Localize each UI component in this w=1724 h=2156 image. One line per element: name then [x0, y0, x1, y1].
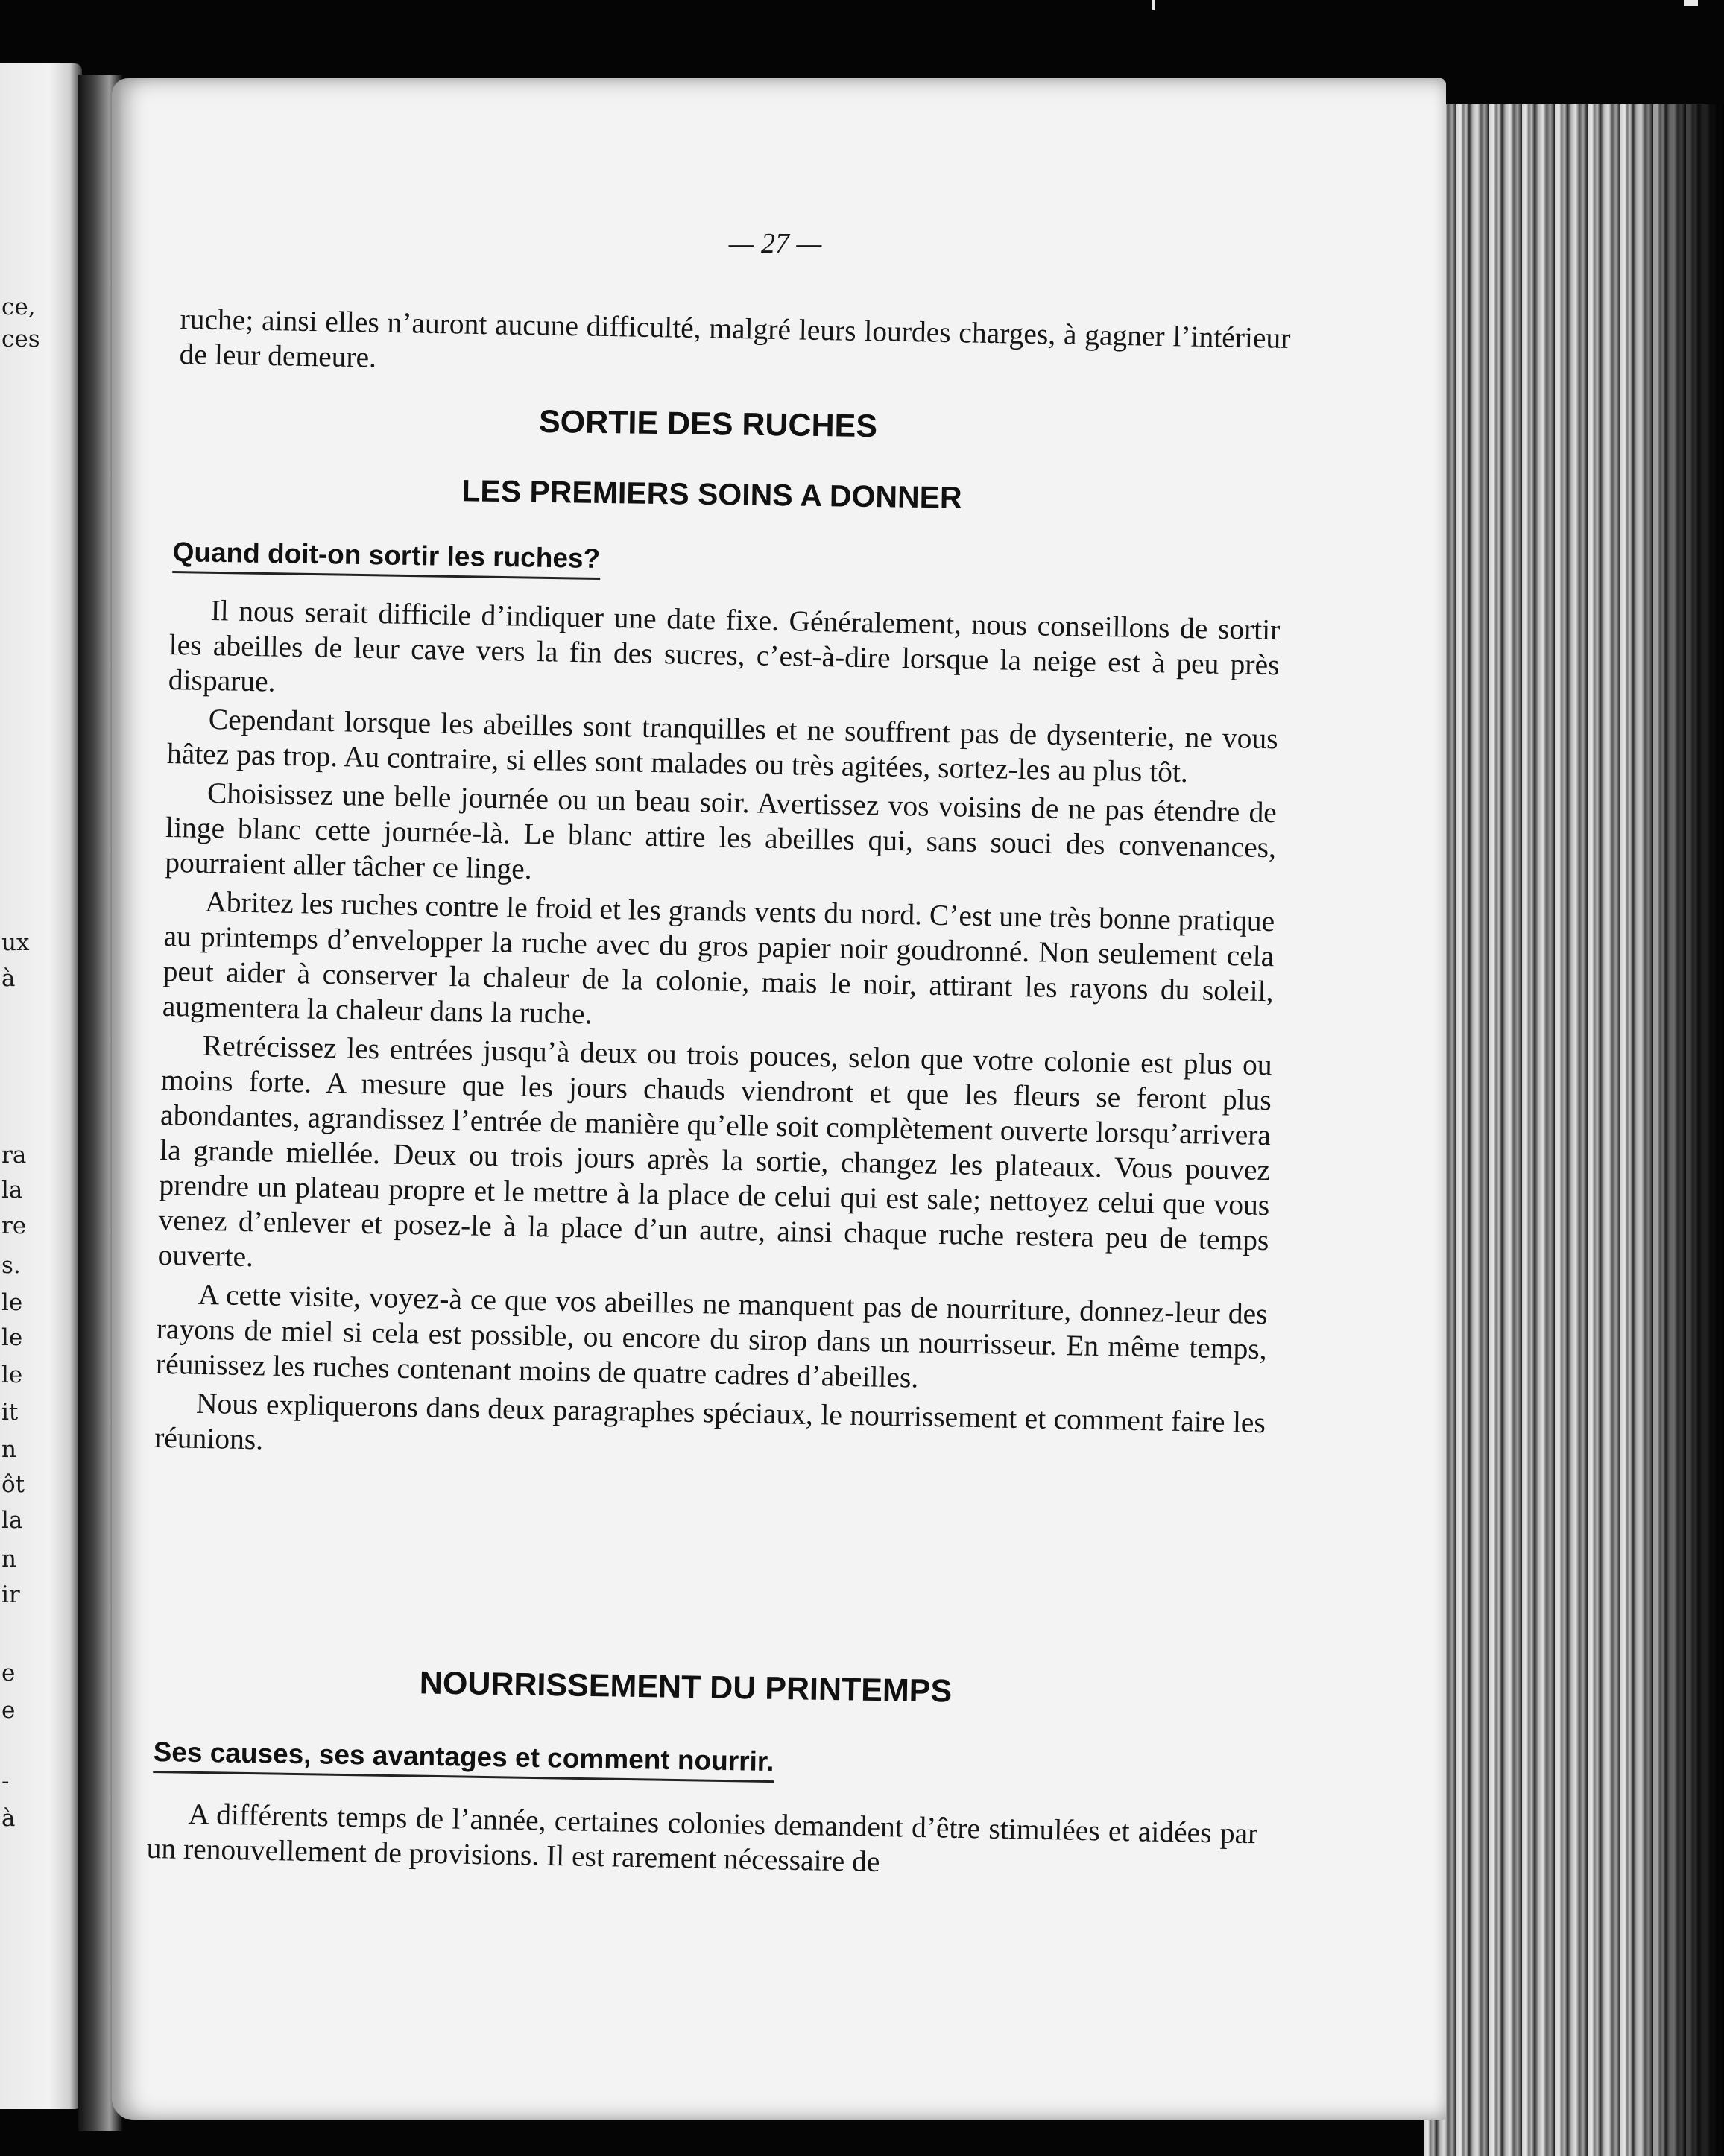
- left-fragment: -: [1, 1768, 10, 1795]
- section-heading-sortie: SORTIE DES RUCHES: [538, 403, 878, 445]
- left-fragment: à: [1, 965, 16, 992]
- left-fragment: s.: [1, 1252, 21, 1279]
- left-fragment: n: [1, 1546, 16, 1572]
- left-fragment: ux: [1, 929, 30, 956]
- left-fragment: le: [1, 1289, 23, 1316]
- paragraph: A différents temps de l’année, certaines colonies demandent d’être stimulées et aidées par un renouvellement de provisions. Il est rarement nécessaire de: [146, 1798, 1258, 1879]
- subheading-quand: Quand doit-on sortir les ruches?: [172, 537, 600, 580]
- section-heading-nourrissement: NOURRISSEMENT DU PRINTEMPS: [419, 1665, 953, 1710]
- left-fragment: la: [1, 1177, 23, 1204]
- section-heading-soins: LES PREMIERS SOINS A DONNER: [461, 473, 962, 515]
- paragraph: Choisissez une belle journée ou un beau soir. Avertissez vos voisins de ne pas étendre de linge blanc cette journée-là. Le blanc attire les abeilles qui, sans souci des convenances, pourraient aller tâcher ce linge.: [164, 776, 1278, 885]
- left-fragment: la: [1, 1507, 23, 1534]
- subheading-causes: Ses causes, ses avantages et comment nourrir.: [153, 1736, 774, 1783]
- left-fragment: le: [1, 1362, 23, 1388]
- page-edges-shadow: [1635, 104, 1724, 2156]
- paragraph: Abritez les ruches contre le froid et les grands vents du nord. C’est une très bonne pratique au printemps d’envelopper la ruche avec du gros papier noir goudronné. Non seulement cela peut aider à conserver la chaleur de la colonie, mais le noir, attirant les rayons du soleil, augmentera la chaleur dans la ruche.: [162, 885, 1275, 1031]
- left-fragment: ces: [1, 326, 40, 353]
- left-fragment: it: [1, 1399, 19, 1426]
- paragraph: Retrécissez les entrées jusqu’à deux ou trois pouces, selon que votre colonie est plus ou moins forte. A mesure que les jours chauds viendront et que les fleurs se feront plus abondantes, agrandissez l’entrée de manière qu’elle soit complètement ouverte lorsqu’arrivera la grande miellée. Deux ou trois jours après la sortie, changez les plateaux. Vous pouvez prendre un plateau propre et le mettre à la place de celui qui est sale; nettoyez celui que vous venez d’enlever et posez-le à la place d’un autre, ainsi chaque ruche restera peu de temps ouverte.: [157, 1028, 1273, 1274]
- book-page-edges: [1424, 104, 1724, 2156]
- section-1-body: [154, 592, 1281, 1476]
- left-fragment: à: [1, 1805, 16, 1832]
- left-fragment: n: [1, 1436, 16, 1463]
- left-fragment: ce,: [1, 294, 36, 320]
- left-fragment: e: [1, 1697, 16, 1724]
- left-fragment: ra: [1, 1142, 27, 1169]
- intro-paragraph: [179, 302, 1290, 391]
- section-2-body: [146, 1796, 1257, 1886]
- book-page: [112, 78, 1446, 2120]
- left-fragment: re: [1, 1213, 27, 1239]
- film-scratch: [1152, 0, 1155, 10]
- left-page-text-fragments: [0, 63, 45, 2109]
- left-facing-page: [0, 63, 82, 2109]
- left-fragment: e: [1, 1660, 16, 1686]
- paragraph: Nous expliquerons dans deux paragraphes spéciaux, le nourrissement et comment faire les réunions.: [154, 1386, 1266, 1456]
- page-number: — 27 —: [728, 228, 822, 259]
- paragraph: ruche; ainsi elles n’auront aucune difficulté, malgré leurs lourdes charges, à gagner l’intérieur de leur demeure.: [179, 302, 1291, 374]
- left-fragment: ir: [1, 1581, 20, 1608]
- left-fragment: ôt: [1, 1471, 25, 1498]
- left-fragment: le: [1, 1324, 23, 1351]
- paragraph: Il nous serait difficile d’indiquer une date fixe. Généralement, nous conseillons de sortir les abeilles de leur cave vers la fin des sucres, c’est-à-dire lorsque la neige est à peu près disparue.: [168, 594, 1281, 698]
- book-gutter-shadow: [78, 75, 123, 2131]
- paragraph: A cette visite, voyez-à ce que vos abeilles ne manquent pas de nourriture, donnez-leur des rayons de miel si cela est possible, ou encore du sirop dans un nourrisseur. En même temps, réunissez les ruches contenant moins de quatre cadres d’abeilles.: [155, 1277, 1268, 1394]
- paragraph: Cependant lorsque les abeilles sont tranquilles et ne souffrent pas de dysenterie, ne vous hâtez pas trop. Au contraire, si elles sont malades ou très agitées, sortez-les au plus tôt.: [166, 702, 1279, 789]
- film-scratch: [1684, 0, 1698, 6]
